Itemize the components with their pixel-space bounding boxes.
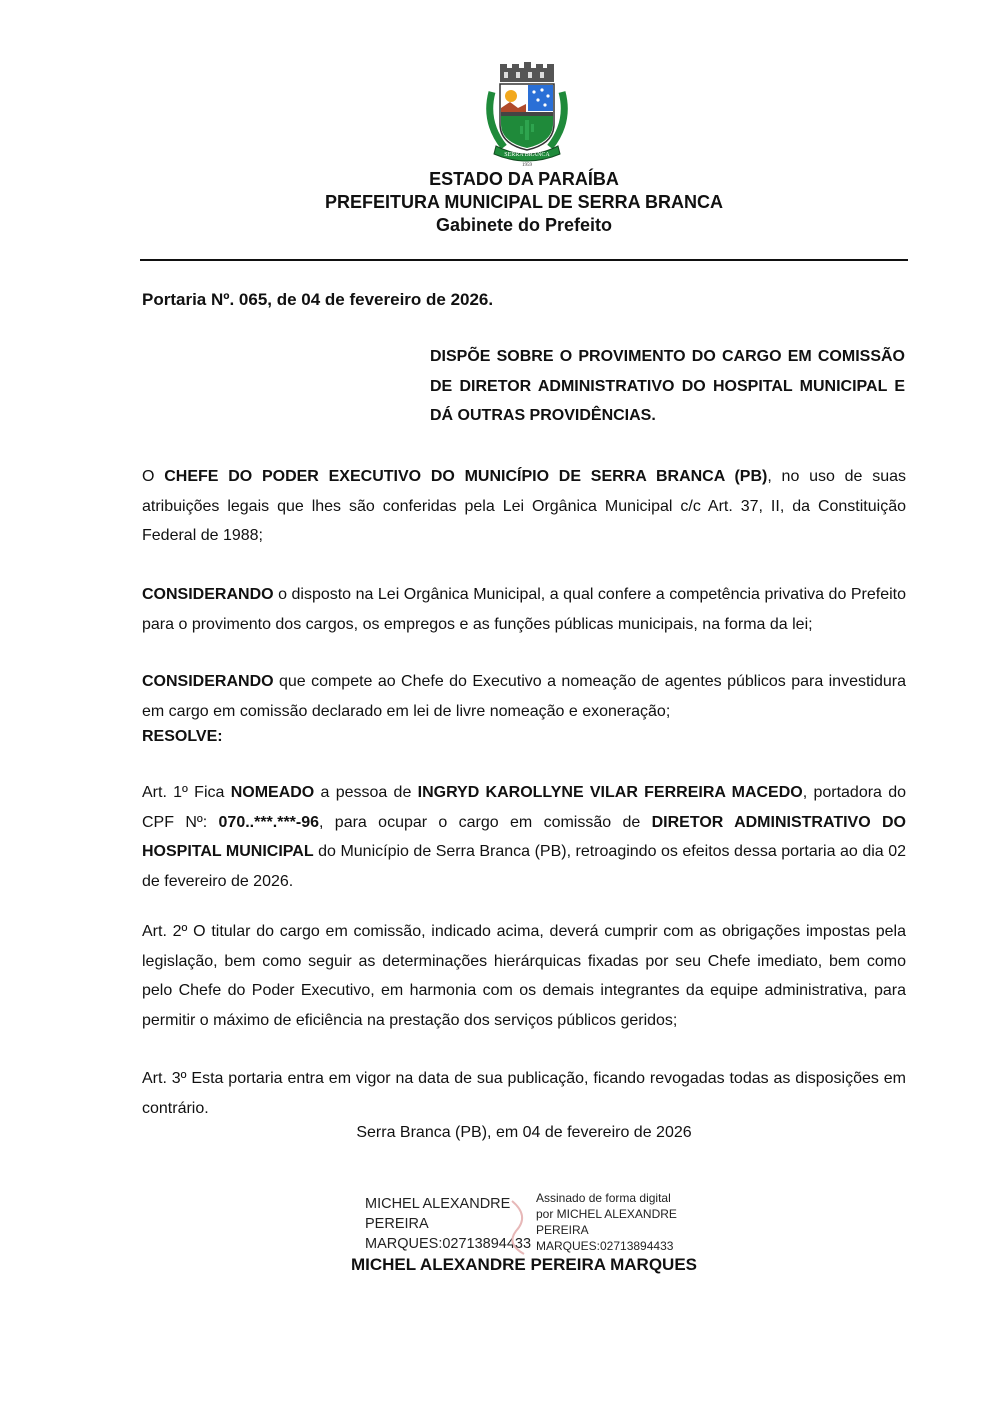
crest-year: 1959 — [522, 163, 532, 167]
signature-stroke-icon — [500, 1196, 540, 1256]
considerando-paragraph-2 — [142, 667, 906, 726]
ementa-summary: DISPÕE SOBRE O PROVIMENTO DO CARGO EM COMISSÃO DE DIRETOR ADMINISTRATIVO DO HOSPITAL MUNICIPAL E DÁ OUTRAS PROVIDÊNCIAS. — [430, 348, 905, 424]
sig-left-line3: MARQUES:02713894433 — [365, 1236, 532, 1252]
considerando-text-1: o disposto na Lei Orgânica Municipal, a qual confere a competência privativa do Prefeito para o provimento dos cargos, os empregos e as funções públicas municipais, na forma da lei; — [142, 586, 906, 633]
sig-right-line3: PEREIRA — [536, 1223, 589, 1237]
article-3: Art. 3º Esta portaria entra em vigor na data de sua publicação, ficando revogadas todas as disposições em contrário. — [142, 1070, 906, 1117]
sig-left-line1: MICHEL ALEXANDRE — [365, 1196, 511, 1212]
art1-t3: , portadora do CPF Nº: — [142, 784, 907, 831]
document-header — [140, 168, 908, 237]
considerando-label-1: CONSIDERANDO — [142, 586, 274, 603]
sig-right-line2: por MICHEL ALEXANDRE — [536, 1207, 677, 1221]
portaria-title: Portaria Nº. 065, de 04 de fevereiro de 2026. — [142, 290, 494, 309]
art1-person-name: INGRYD KAROLLYNE VILAR FERREIRA MACEDO — [417, 784, 803, 801]
preamble-text-start: O — [142, 468, 165, 485]
preamble-paragraph — [142, 462, 906, 551]
considerando-label-2: CONSIDERANDO — [142, 673, 274, 690]
resolve-label: RESOLVE: — [142, 728, 223, 745]
sig-left-line2: PEREIRA — [365, 1216, 429, 1232]
header-office: Gabinete do Prefeito — [435, 215, 613, 235]
considerando-paragraph-1 — [142, 580, 906, 639]
municipal-crest-logo — [482, 62, 572, 167]
art1-t2: a pessoa de — [314, 784, 418, 801]
preamble-authority: CHEFE DO PODER EXECUTIVO DO MUNICÍPIO DE SERRA BRANCA (PB) — [164, 468, 768, 485]
art1-cpf: 070..***.***-96 — [218, 813, 320, 831]
art1-nomeado: NOMEADO — [230, 784, 315, 801]
signer-name: MICHEL ALEXANDRE PEREIRA MARQUES — [350, 1255, 697, 1274]
sig-right-line1: Assinado de forma digital — [536, 1191, 671, 1205]
preamble-text-rest: , no uso de suas atribuições legais que lhes são conferidas pela Lei Orgânica Municipal c/c Art. 37, II, da Constituição Federal de 1988; — [142, 468, 907, 544]
art1-t4: , para ocupar o cargo em comissão de — [319, 813, 652, 831]
art1-position: DIRETOR ADMINISTRATIVO DO HOSPITAL MUNICIPAL — [142, 813, 906, 860]
article-1 — [142, 778, 906, 896]
crest-banner-text: SERRA BRANCA — [504, 152, 550, 158]
header-prefecture: PREFEITURA MUNICIPAL DE SERRA BRANCA — [324, 192, 723, 212]
digital-signature-info — [536, 1190, 677, 1254]
header-divider — [140, 259, 908, 261]
article-2: Art. 2º O titular do cargo em comissão, indicado acima, deverá cumprir com as obrigações impostas pela legislação, bem como seguir as determinações hierárquicas fixadas por seu Chefe imediato, bem como pelo Chefe do Poder Executivo, em harmonia com os demais integrantes da equipe administrativa, para permitir o máximo de eficiência na prestação dos serviços públicos geridos; — [142, 923, 906, 1029]
header-state: ESTADO DA PARAÍBA — [429, 169, 619, 189]
considerando-text-2: que compete ao Chefe do Executivo a nomeação de agentes públicos para investidura em cargo em comissão declarado em lei de livre nomeação e exoneração; — [142, 673, 906, 720]
sig-right-line4: MARQUES:02713894433 — [536, 1239, 674, 1253]
art1-t5: do Município de Serra Branca (PB), retroagindo os efeitos dessa portaria ao dia 02 de fevereiro de 2026. — [142, 843, 906, 890]
place-and-date: Serra Branca (PB), em 04 de fevereiro de 2026 — [356, 1124, 692, 1141]
art1-t1: Art. 1º Fica — [142, 784, 231, 801]
